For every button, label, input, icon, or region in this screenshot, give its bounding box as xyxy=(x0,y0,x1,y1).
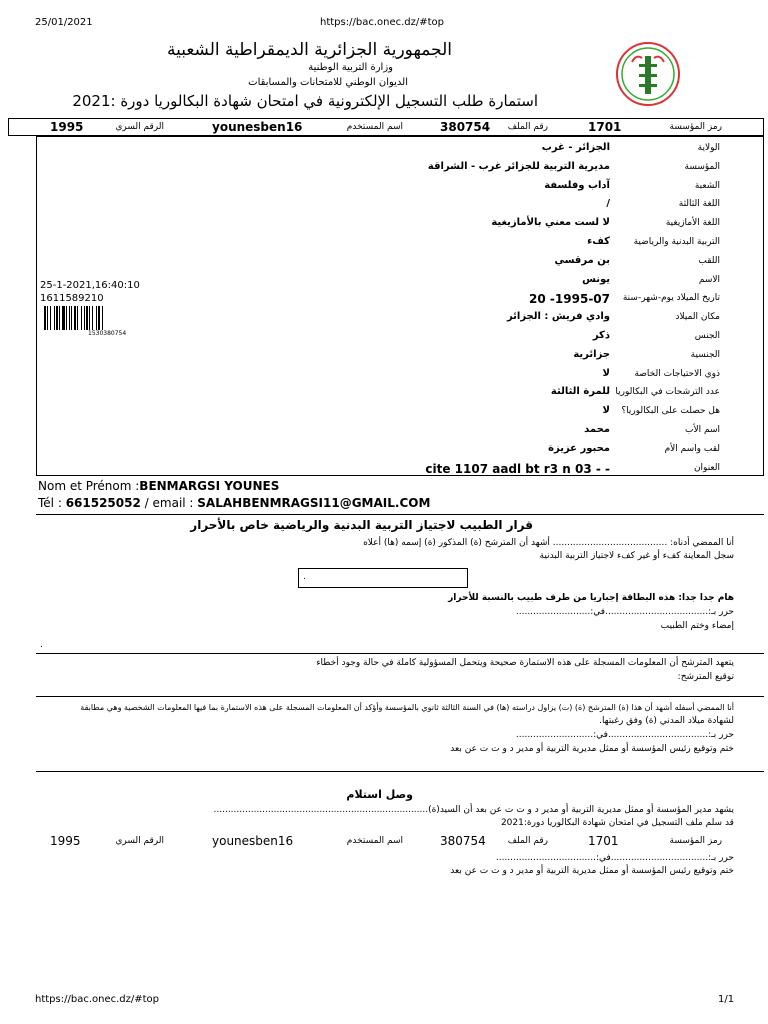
detail-value: لا xyxy=(602,405,610,417)
detail-value: يونس xyxy=(582,273,610,285)
detail-label: عدد الترشحات في البكالوريا xyxy=(615,387,720,398)
print-date: 25/01/2021 xyxy=(35,17,93,28)
detail-value: ذكر xyxy=(592,330,610,341)
stamp-timestamp: 1611589210 xyxy=(40,293,104,304)
doctor-dot: . xyxy=(40,640,43,650)
footer-url: https://bac.onec.dz/#top xyxy=(35,994,160,1005)
receipt-file-number-label: رقم الملف xyxy=(507,836,548,846)
republic-title: الجمهورية الجزائرية الديمقراطية الشعبية xyxy=(166,40,452,60)
detail-label: الولاية xyxy=(697,143,720,153)
receipt-made-at: حرر بـ:..................................في:................................... xyxy=(495,853,734,863)
detail-label: الشعبة xyxy=(694,180,720,191)
barcode-number: 1530380754 xyxy=(88,330,127,337)
detail-label: اللقب xyxy=(698,255,720,266)
detail-value: cite 1107 aadl bt r3 n 03 - - xyxy=(425,461,610,476)
detail-value: لا لست معني بالأمازيغية xyxy=(491,217,610,229)
detail-value: للمرة الثالثة xyxy=(550,386,610,398)
detail-label: مكان الميلاد xyxy=(675,312,720,323)
secret-number: 1995 xyxy=(50,120,84,134)
director-line1: أنا الممضي أسفله أشهد أن هذا (ة) المترشح (ة) (ت) يزاول دراسته (ها) في السنة الثالثة ثانوي بالمؤسسة وأؤكد أن المعلومات المسجلة على هذه الاستمارة بما فيها المعلومات الشخصية وهي مطابقة xyxy=(80,703,734,712)
detail-label: ذوي الاحتياجات الخاصة xyxy=(634,368,720,379)
receipt-username: younesben16 xyxy=(212,834,294,848)
receipt-username-label: اسم المستخدم xyxy=(346,836,403,846)
detail-label: لقب واسم الأم xyxy=(664,443,720,454)
divider xyxy=(36,514,764,515)
detail-value: الجزائر - غرب xyxy=(541,142,610,153)
detail-label: التربية البدنية والرياضية xyxy=(633,237,720,247)
candidate-signature: توقيع المترشح: xyxy=(677,672,734,682)
doctor-title: قرار الطبيب لاجتياز التربية البدنية والرياضية خاص بالأحرار xyxy=(190,518,533,532)
detail-value: جزائرية xyxy=(573,348,610,360)
detail-value: كفء xyxy=(587,236,610,247)
detail-value: لا xyxy=(602,367,610,379)
username: younesben16 xyxy=(212,120,303,134)
file-number: 380754 xyxy=(440,120,491,134)
page-number: 1/1 xyxy=(718,994,735,1005)
detail-label: المؤسسة xyxy=(684,161,720,172)
doctor-input-box: . xyxy=(298,568,468,588)
detail-value: وادي فريش : الجزائر xyxy=(506,311,610,323)
barcode-icon xyxy=(44,306,132,330)
onec-logo-icon xyxy=(614,40,682,108)
candidate-email: SALAHBENMRAGSI11@GMAIL.COM xyxy=(197,496,431,510)
name-label: Nom et Prénom : xyxy=(38,479,140,493)
divider xyxy=(36,696,764,697)
receipt-secret-number: 1995 xyxy=(50,834,81,848)
secret-label: الرقم السري xyxy=(115,122,164,132)
form-title: استمارة طلب التسجيل الإلكترونية في امتحان شهادة البكالوريا دورة :2021 xyxy=(72,92,538,110)
receipt-title: وصل استلام xyxy=(346,788,413,801)
institution-code: 1701 xyxy=(588,120,622,134)
candidate-pledge: يتعهد المترشح أن المعلومات المسجلة على هذه الاستمارة صحيحة ويتحمل المسؤولية كاملة في حالة وجود أخطاء xyxy=(316,658,734,668)
print-url: https://bac.onec.dz/#top xyxy=(320,17,445,28)
doctor-line2: سجل المعاينة كفء أو غير كفء لاجتياز التربية البدنية xyxy=(539,551,734,561)
receipt-signature: ختم وتوقيع رئيس المؤسسة أو ممثل مديرية التربية أو مدير د و ت ت عن بعد xyxy=(450,866,734,876)
username-label: اسم المستخدم xyxy=(346,122,403,132)
doctor-line1: أنا الممضي أدناه: ........................................ أشهد أن المترشح (ة) المذكور (ة) إسمه (ها) أعلاه xyxy=(363,538,734,548)
receipt-file-number: 380754 xyxy=(440,834,486,848)
stamp-datetime: 25-1-2021,16:40:10 xyxy=(40,280,140,291)
tel-label: Tél : xyxy=(38,496,66,510)
director-made-at: حرر بـ:...................................في:........................... xyxy=(515,730,734,740)
detail-value: 1995-07- 20 xyxy=(529,292,610,307)
ministry-title: وزارة التربية الوطنية xyxy=(308,62,393,73)
institution-code-label: رمز المؤسسة xyxy=(669,122,722,132)
file-number-label: رقم الملف xyxy=(507,122,548,132)
email-label: / email : xyxy=(140,496,198,510)
divider xyxy=(36,771,764,772)
divider xyxy=(36,653,764,654)
detail-value: آداب وفلسفة xyxy=(544,179,610,191)
detail-label: اسم الأب xyxy=(685,425,720,435)
detail-label: اللغة الثالثة xyxy=(678,199,720,210)
detail-value: محمد xyxy=(584,424,610,435)
detail-label: هل حصلت على البكالوريا؟ xyxy=(621,406,720,417)
detail-value: بن مرقسي xyxy=(554,254,610,266)
receipt-institution-code: 1701 xyxy=(588,834,619,848)
doctor-signature: إمضاء وختم الطبيب xyxy=(660,621,734,631)
detail-value: مديرية التربية للجزائر غرب - الشراقة xyxy=(427,160,610,172)
receipt-institution-code-label: رمز المؤسسة xyxy=(669,836,722,846)
director-signature: ختم وتوقيع رئيس المؤسسة أو ممثل مديرية التربية أو مدير د و ت ت عن بعد xyxy=(450,744,734,754)
detail-value: / xyxy=(606,198,610,210)
candidate-name: BENMARGSI YOUNES xyxy=(139,479,280,493)
contact-line xyxy=(38,496,430,510)
detail-label: الاسم xyxy=(698,274,720,285)
contact-name-line xyxy=(38,479,279,493)
receipt-line1: يشهد مدير المؤسسة أو ممثل مديرية التربية أو مدير د و ت ت عن بعد أن السيد(ة)........................................................................... xyxy=(213,805,734,815)
candidate-phone: 661525052 xyxy=(65,496,141,510)
detail-label: الجنسية xyxy=(690,349,720,360)
doctor-made-at: حرر بـ:....................................في:.......................... xyxy=(515,607,734,617)
detail-label: اللغة الأمازيغية xyxy=(665,218,720,229)
detail-value: محبور عزيزة xyxy=(548,442,610,454)
director-line2: لشهادة ميلاد المدني (ة) وفق رغبتها. xyxy=(599,716,734,726)
detail-label: الجنس xyxy=(694,331,720,341)
receipt-secret-label: الرقم السري xyxy=(115,836,164,846)
detail-label: تاريخ الميلاد يوم-شهر-سنة xyxy=(622,293,720,304)
doctor-important: هام جدا جدا: هذه البطاقة إجباريا من طرف طبيب بالنسبة للأحرار xyxy=(448,593,734,603)
detail-label: العنوان xyxy=(693,462,720,473)
office-title: الديوان الوطني للامتحانات والمسابقات xyxy=(248,77,408,88)
receipt-line2: قد سلم ملف التسجيل في امتحان شهادة البكالوريا دورة:2021 xyxy=(500,818,734,828)
